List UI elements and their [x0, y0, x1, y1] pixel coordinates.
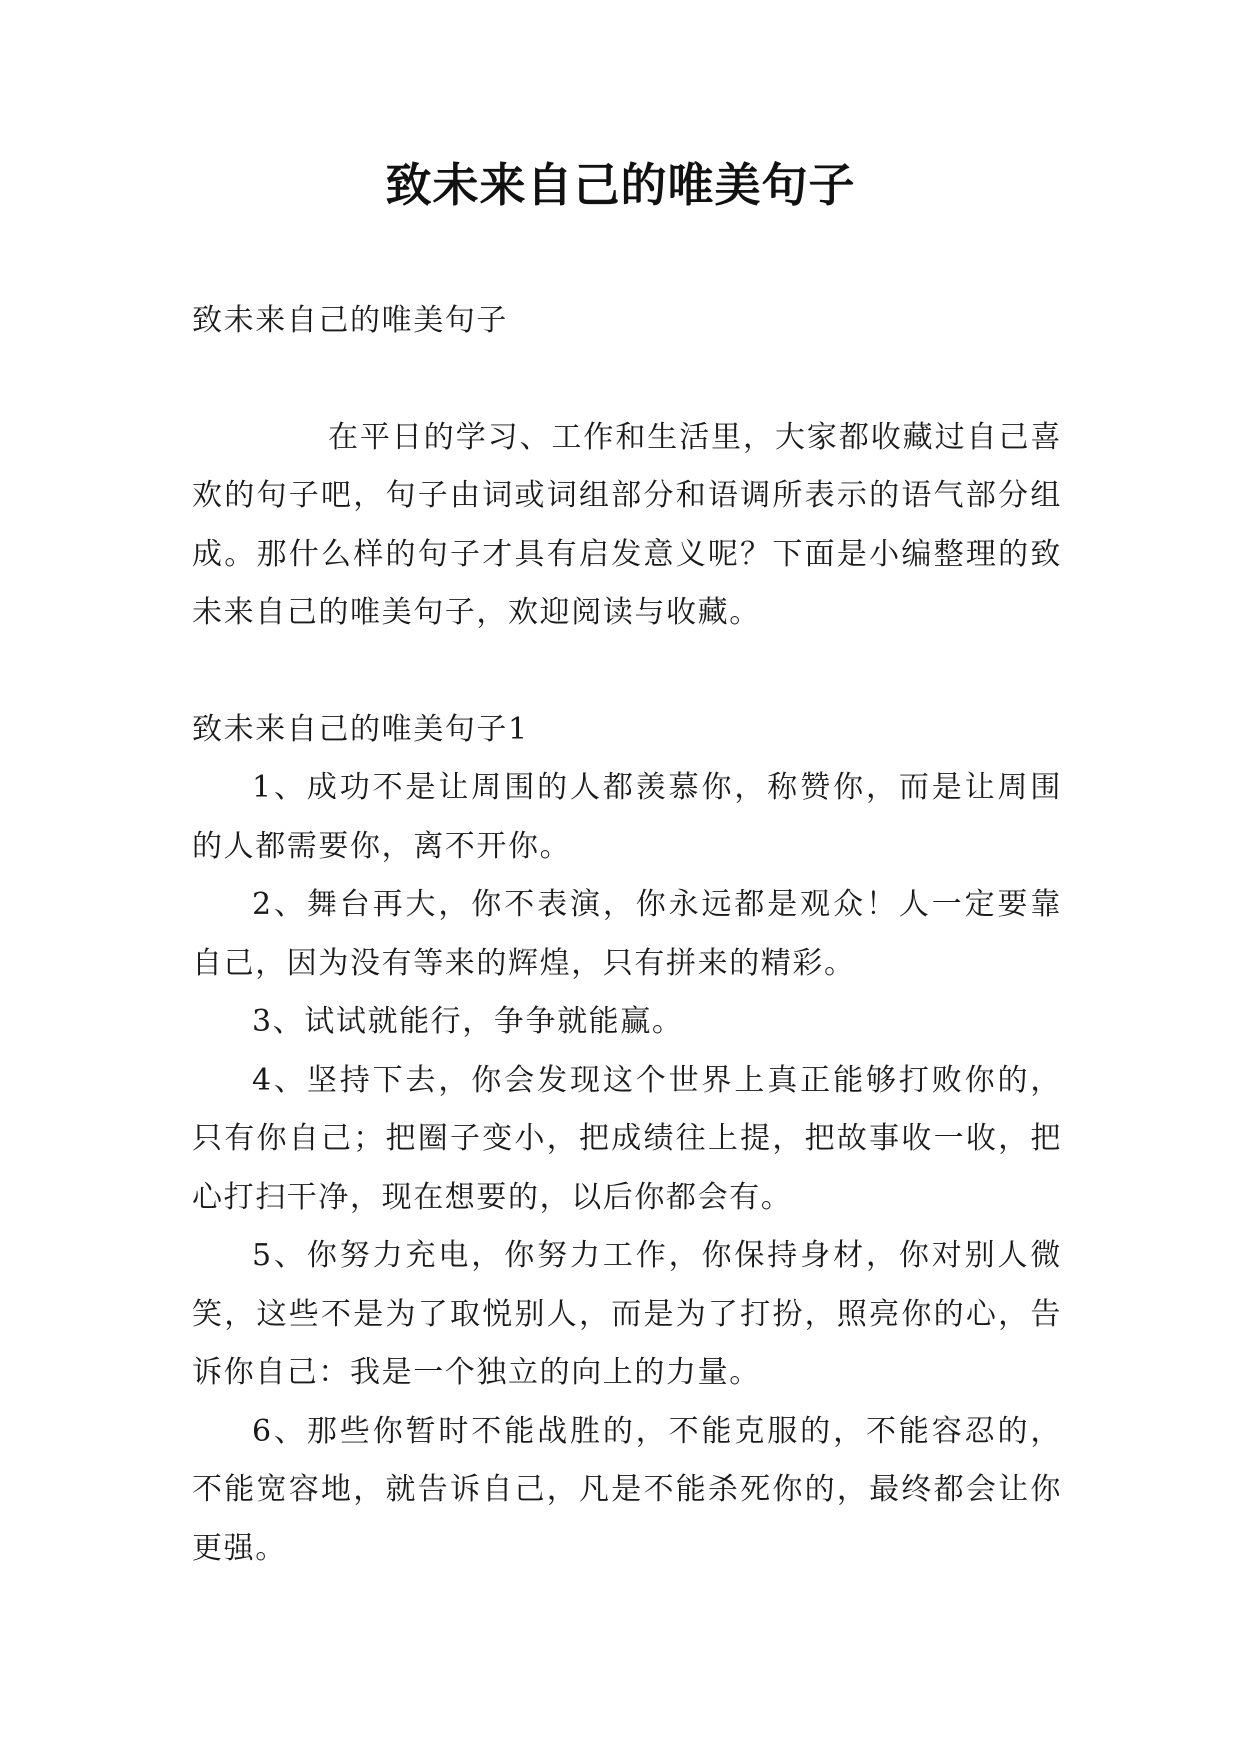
list-item: 5、你努力充电，你努力工作，你保持身材，你对别人微笑，这些不是为了取悦别人，而是为了打扮，照亮你的心，告诉你自己：我是一个独立的向上的力量。 [192, 1238, 1062, 1390]
list-item: 2、舞台再大，你不表演，你永远都是观众！人一定要靠自己，因为没有等来的辉煌，只有拼来的精彩。 [192, 887, 1062, 981]
document-body [192, 292, 1062, 1578]
document-subtitle: 致未来自己的唯美句子 [192, 303, 508, 338]
list-item: 3、试试就能行，争争就能赢。 [252, 1004, 684, 1039]
list-item: 1、成功不是让周围的人都羡慕你，称赞你，而是让周围的人都需要你，离不开你。 [192, 770, 1062, 864]
section-heading: 致未来自己的唯美句子1 [192, 711, 529, 747]
list-item: 4、坚持下去，你会发现这个世界上真正能够打败你的，只有你自己；把圈子变小，把成绩往上提，把故事收一收，把心打扫干净，现在想要的，以后你都会有。 [192, 1062, 1062, 1215]
list-item: 6、那些你暂时不能战胜的，不能克服的，不能容忍的，不能宽容地，就告诉自己，凡是不能杀死你的，最终都会让你更强。 [192, 1413, 1062, 1566]
intro-paragraph: 在平日的学习、工作和生活里，大家都收藏过自己喜欢的句子吧，句子由词或词组部分和语调所表示的语气部分组成。那什么样的句子才具有启发意义呢？下面是小编整理的致未来自己的唯美句子，欢迎阅读与收藏。 [192, 419, 1062, 630]
page-title: 致未来自己的唯美句子 [385, 158, 856, 212]
